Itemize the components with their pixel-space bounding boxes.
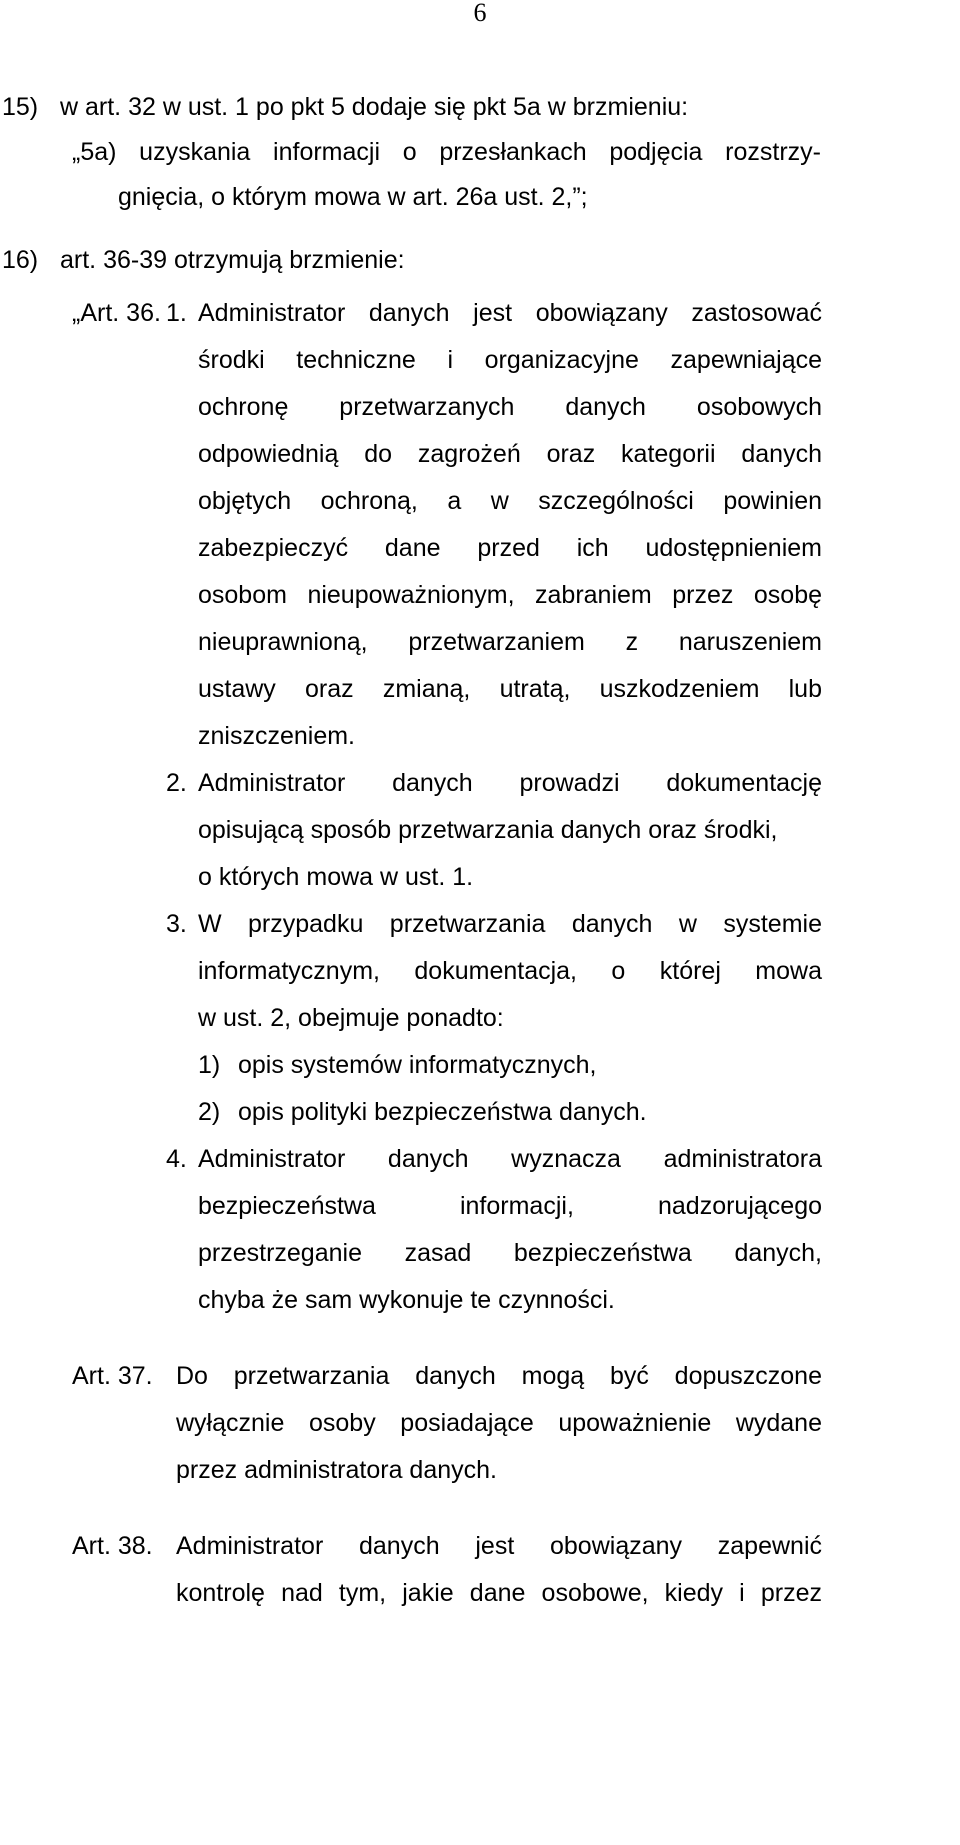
art36-par1-line: nieuprawnioną, przetwarzaniem z naruszeniem [198,628,822,656]
item15-intro: w art. 32 w ust. 1 po pkt 5 dodaje się pkt 5a w brzmieniu: [60,93,689,121]
item15-quote-line: gnięcia, o którym mowa w art. 26a ust. 2,”; [118,183,588,211]
art36-par1-line: ochronę przetwarzanych danych osobowych [198,393,822,421]
art36-par1-line: ustawy oraz zmianą, utratą, uszkodzeniem lub [198,675,822,703]
item16-intro: art. 36-39 otrzymują brzmienie: [60,246,405,274]
art37-label: Art. 37. [72,1362,153,1390]
art36-par3-point-number: 2) [198,1098,221,1126]
art36-par4-line: bezpieczeństwa informacji, nadzorującego [198,1192,822,1220]
art36-par1-line: odpowiednią do zagrożeń oraz kategorii danych [198,440,822,468]
art38-line: Administrator danych jest obowiązany zapewnić [176,1532,822,1560]
art36-par1-line: zniszczeniem. [198,722,355,750]
art36-par1-number: 1. [166,299,187,327]
art36-par1-line: Administrator danych jest obowiązany zastosować [198,299,822,327]
art36-par3-line: informatycznym, dokumentacja, o której mowa [198,957,822,985]
art36-par3-line: w ust. 2, obejmuje ponadto: [198,1004,504,1032]
art36-par1-line: środki techniczne i organizacyjne zapewniające [198,346,822,374]
art36-par2-number: 2. [166,769,187,797]
item16-label: 16) [2,246,39,274]
art36-par3-point-text: opis systemów informatycznych, [238,1051,597,1079]
art36-par2-line: opisującą sposób przetwarzania danych oraz środki, [198,816,778,844]
art36-par4-line: Administrator danych wyznacza administratora [198,1145,822,1173]
art36-par3-point-text: opis polityki bezpieczeństwa danych. [238,1098,647,1126]
art38-line: kontrolę nad tym, jakie dane osobowe, kiedy i przez [176,1579,822,1607]
art36-par4-number: 4. [166,1145,187,1173]
art36-par4-line: przestrzeganie zasad bezpieczeństwa danych, [198,1239,822,1267]
art36-par2-line: Administrator danych prowadzi dokumentację [198,769,822,797]
art38-label: Art. 38. [72,1532,153,1560]
art37-line: wyłącznie osoby posiadające upoważnienie wydane [176,1409,822,1437]
art36-par3-number: 3. [166,910,187,938]
art36-par1-line: osobom nieupoważnionym, zabraniem przez osobę [198,581,822,609]
art36-label: „Art. 36. [72,299,161,327]
art36-par3-point-number: 1) [198,1051,221,1079]
item15-quote-line: „5a) uzyskania informacji o przesłankach podjęcia rozstrzy- [72,138,821,166]
art36-par1-line: zabezpieczyć dane przed ich udostępnieniem [198,534,822,562]
art36-par4-line: chyba że sam wykonuje te czynności. [198,1286,615,1314]
item15-label: 15) [2,93,39,121]
art36-par1-line: objętych ochroną, a w szczególności powinien [198,487,822,515]
art36-par2-line: o których mowa w ust. 1. [198,863,474,891]
art37-line: Do przetwarzania danych mogą być dopuszczone [176,1362,822,1390]
art36-par3-line: W przypadku przetwarzania danych w systemie [198,910,822,938]
page-number: 6 [473,0,487,27]
art37-line: przez administratora danych. [176,1456,497,1484]
